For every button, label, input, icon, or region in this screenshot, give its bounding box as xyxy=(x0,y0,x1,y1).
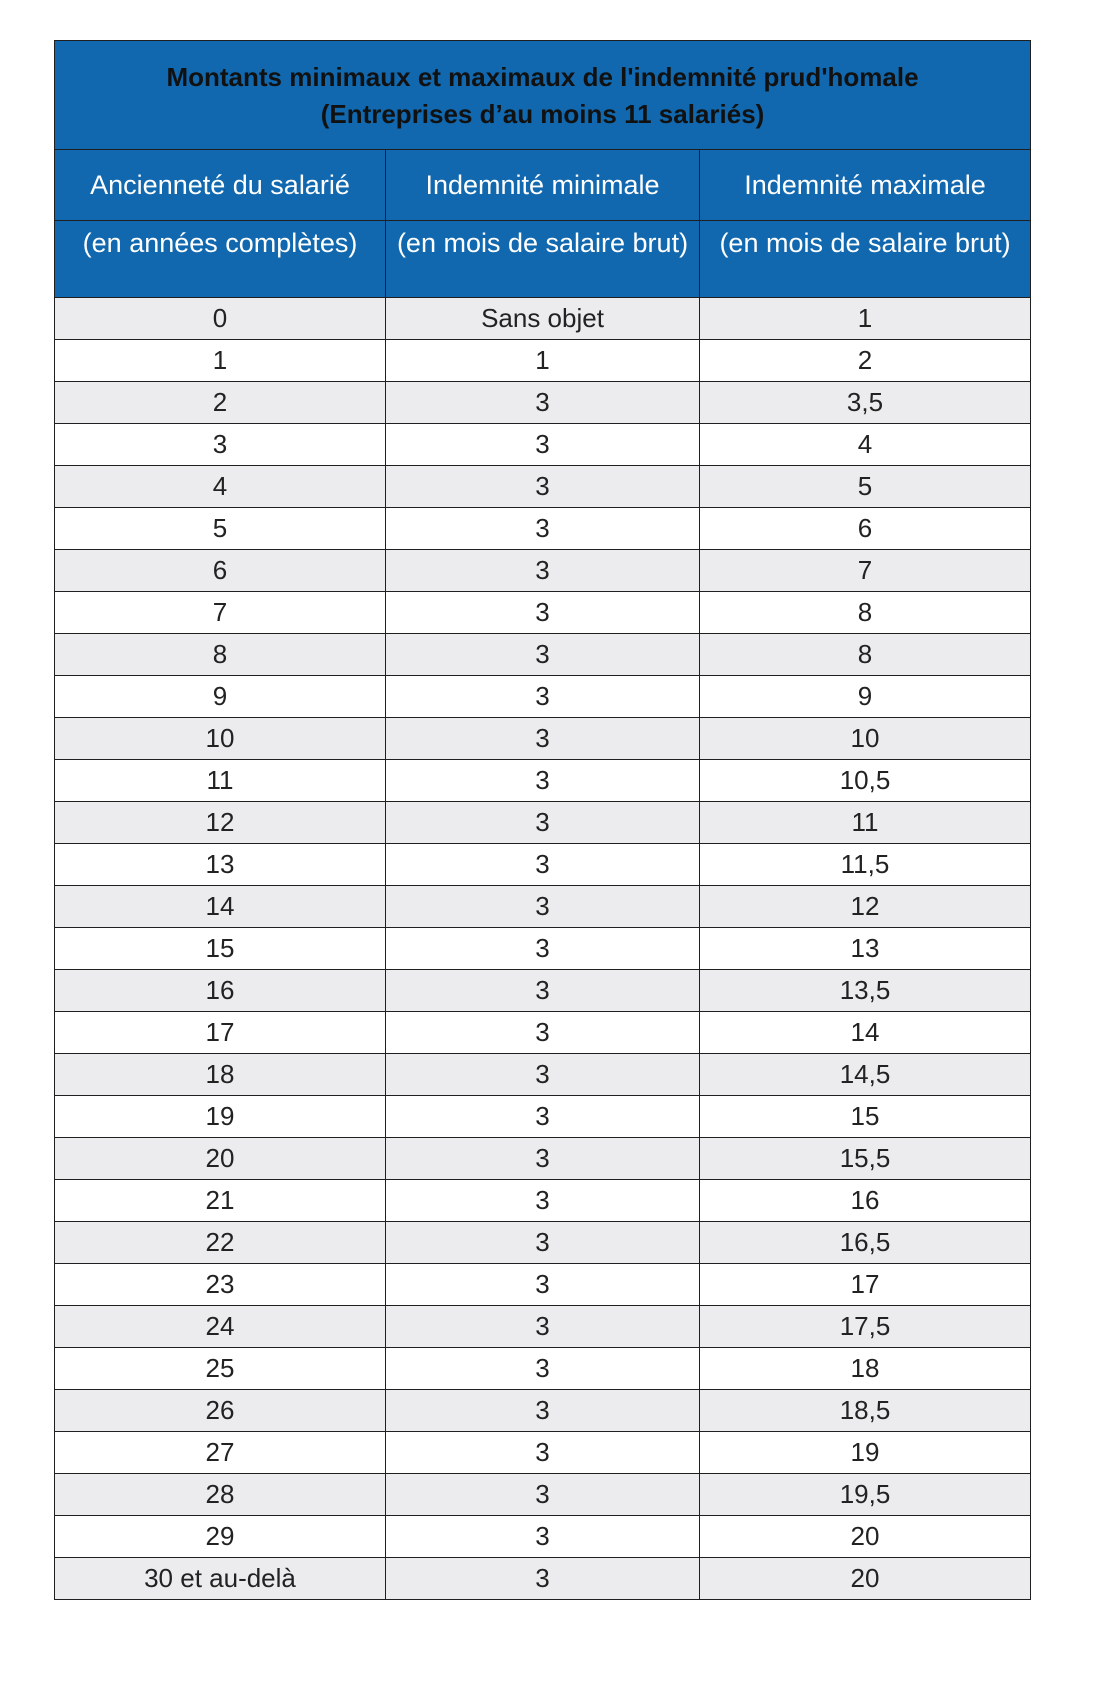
cell-minimum: 3 xyxy=(386,886,700,928)
cell-maximum: 10 xyxy=(700,718,1031,760)
cell-maximum: 17,5 xyxy=(700,1306,1031,1348)
cell-seniority: 8 xyxy=(55,634,386,676)
cell-maximum: 2 xyxy=(700,340,1031,382)
cell-minimum: 3 xyxy=(386,1054,700,1096)
cell-seniority: 30 et au-delà xyxy=(55,1558,386,1600)
indemnity-table-container xyxy=(54,40,1030,1600)
cell-maximum: 16,5 xyxy=(700,1222,1031,1264)
cell-minimum: 3 xyxy=(386,592,700,634)
cell-minimum: 3 xyxy=(386,1138,700,1180)
table-row xyxy=(55,970,1031,1012)
cell-minimum: 3 xyxy=(386,844,700,886)
table-row xyxy=(55,1348,1031,1390)
cell-maximum: 18,5 xyxy=(700,1390,1031,1432)
cell-seniority: 1 xyxy=(55,340,386,382)
cell-maximum: 20 xyxy=(700,1558,1031,1600)
table-row xyxy=(55,1306,1031,1348)
table-row xyxy=(55,592,1031,634)
cell-minimum: 3 xyxy=(386,424,700,466)
table-row xyxy=(55,424,1031,466)
table-row xyxy=(55,298,1031,340)
cell-maximum: 14,5 xyxy=(700,1054,1031,1096)
cell-maximum: 12 xyxy=(700,886,1031,928)
cell-seniority: 6 xyxy=(55,550,386,592)
cell-seniority: 12 xyxy=(55,802,386,844)
cell-maximum: 14 xyxy=(700,1012,1031,1054)
cell-maximum: 15,5 xyxy=(700,1138,1031,1180)
cell-maximum: 19,5 xyxy=(700,1474,1031,1516)
table-row xyxy=(55,1474,1031,1516)
cell-seniority: 13 xyxy=(55,844,386,886)
table-title-line-2: (Entreprises d’au moins 11 salariés) xyxy=(320,99,765,129)
cell-minimum: 3 xyxy=(386,508,700,550)
cell-minimum: 3 xyxy=(386,634,700,676)
table-row xyxy=(55,508,1031,550)
cell-seniority: 19 xyxy=(55,1096,386,1138)
cell-minimum: 3 xyxy=(386,1558,700,1600)
cell-seniority: 24 xyxy=(55,1306,386,1348)
cell-seniority: 22 xyxy=(55,1222,386,1264)
table-row xyxy=(55,1096,1031,1138)
cell-seniority: 16 xyxy=(55,970,386,1012)
cell-seniority: 27 xyxy=(55,1432,386,1474)
table-row xyxy=(55,1390,1031,1432)
cell-minimum: 3 xyxy=(386,1348,700,1390)
cell-maximum: 10,5 xyxy=(700,760,1031,802)
cell-seniority: 11 xyxy=(55,760,386,802)
cell-minimum: 3 xyxy=(386,802,700,844)
cell-minimum: 3 xyxy=(386,760,700,802)
column-unit-minimum: (en mois de salaire brut) xyxy=(386,221,700,298)
cell-maximum: 8 xyxy=(700,634,1031,676)
column-unit-maximum: (en mois de salaire brut) xyxy=(700,221,1031,298)
cell-maximum: 5 xyxy=(700,466,1031,508)
table-title xyxy=(55,41,1031,150)
cell-minimum: Sans objet xyxy=(386,298,700,340)
cell-minimum: 3 xyxy=(386,382,700,424)
table-row xyxy=(55,1180,1031,1222)
table-row xyxy=(55,466,1031,508)
cell-minimum: 3 xyxy=(386,1516,700,1558)
cell-minimum: 3 xyxy=(386,718,700,760)
cell-minimum: 3 xyxy=(386,1180,700,1222)
column-header-row xyxy=(55,150,1031,221)
table-row xyxy=(55,340,1031,382)
table-row xyxy=(55,1516,1031,1558)
cell-minimum: 3 xyxy=(386,550,700,592)
cell-seniority: 28 xyxy=(55,1474,386,1516)
cell-seniority: 10 xyxy=(55,718,386,760)
cell-maximum: 9 xyxy=(700,676,1031,718)
cell-minimum: 3 xyxy=(386,1222,700,1264)
table-row xyxy=(55,886,1031,928)
table-row xyxy=(55,844,1031,886)
column-header-minimum: Indemnité minimale xyxy=(386,150,700,221)
cell-seniority: 26 xyxy=(55,1390,386,1432)
cell-seniority: 14 xyxy=(55,886,386,928)
column-header-maximum: Indemnité maximale xyxy=(700,150,1031,221)
table-row xyxy=(55,1222,1031,1264)
cell-maximum: 20 xyxy=(700,1516,1031,1558)
cell-maximum: 13 xyxy=(700,928,1031,970)
table-row xyxy=(55,718,1031,760)
cell-minimum: 3 xyxy=(386,1390,700,1432)
cell-maximum: 13,5 xyxy=(700,970,1031,1012)
cell-seniority: 9 xyxy=(55,676,386,718)
cell-minimum: 3 xyxy=(386,1264,700,1306)
cell-seniority: 29 xyxy=(55,1516,386,1558)
table-row xyxy=(55,634,1031,676)
table-title-line-1: Montants minimaux et maximaux de l'indemnité prud'homale xyxy=(166,62,919,92)
cell-maximum: 11 xyxy=(700,802,1031,844)
cell-minimum: 3 xyxy=(386,928,700,970)
cell-maximum: 1 xyxy=(700,298,1031,340)
cell-maximum: 18 xyxy=(700,1348,1031,1390)
cell-maximum: 16 xyxy=(700,1180,1031,1222)
column-header-seniority: Ancienneté du salarié xyxy=(55,150,386,221)
cell-maximum: 17 xyxy=(700,1264,1031,1306)
cell-maximum: 4 xyxy=(700,424,1031,466)
cell-seniority: 7 xyxy=(55,592,386,634)
cell-seniority: 3 xyxy=(55,424,386,466)
cell-seniority: 25 xyxy=(55,1348,386,1390)
column-unit-row xyxy=(55,221,1031,298)
table-title-row xyxy=(55,41,1031,150)
cell-seniority: 20 xyxy=(55,1138,386,1180)
cell-minimum: 3 xyxy=(386,1012,700,1054)
cell-minimum: 3 xyxy=(386,1474,700,1516)
cell-seniority: 23 xyxy=(55,1264,386,1306)
indemnity-table xyxy=(54,40,1031,1600)
cell-seniority: 18 xyxy=(55,1054,386,1096)
cell-minimum: 1 xyxy=(386,340,700,382)
column-unit-seniority: (en années complètes) xyxy=(55,221,386,298)
cell-minimum: 3 xyxy=(386,1432,700,1474)
cell-minimum: 3 xyxy=(386,676,700,718)
table-row xyxy=(55,1012,1031,1054)
cell-maximum: 7 xyxy=(700,550,1031,592)
table-row xyxy=(55,1264,1031,1306)
cell-seniority: 0 xyxy=(55,298,386,340)
cell-maximum: 15 xyxy=(700,1096,1031,1138)
table-row xyxy=(55,1558,1031,1600)
table-row xyxy=(55,760,1031,802)
cell-minimum: 3 xyxy=(386,1306,700,1348)
cell-seniority: 5 xyxy=(55,508,386,550)
table-row xyxy=(55,676,1031,718)
cell-maximum: 8 xyxy=(700,592,1031,634)
table-row xyxy=(55,802,1031,844)
cell-seniority: 15 xyxy=(55,928,386,970)
cell-seniority: 21 xyxy=(55,1180,386,1222)
table-row xyxy=(55,1432,1031,1474)
table-row xyxy=(55,1054,1031,1096)
cell-minimum: 3 xyxy=(386,466,700,508)
cell-maximum: 11,5 xyxy=(700,844,1031,886)
table-row xyxy=(55,550,1031,592)
cell-minimum: 3 xyxy=(386,970,700,1012)
table-body xyxy=(55,298,1031,1600)
table-row xyxy=(55,382,1031,424)
cell-maximum: 6 xyxy=(700,508,1031,550)
cell-seniority: 2 xyxy=(55,382,386,424)
table-row xyxy=(55,1138,1031,1180)
cell-seniority: 17 xyxy=(55,1012,386,1054)
table-row xyxy=(55,928,1031,970)
cell-maximum: 3,5 xyxy=(700,382,1031,424)
cell-minimum: 3 xyxy=(386,1096,700,1138)
cell-maximum: 19 xyxy=(700,1432,1031,1474)
cell-seniority: 4 xyxy=(55,466,386,508)
